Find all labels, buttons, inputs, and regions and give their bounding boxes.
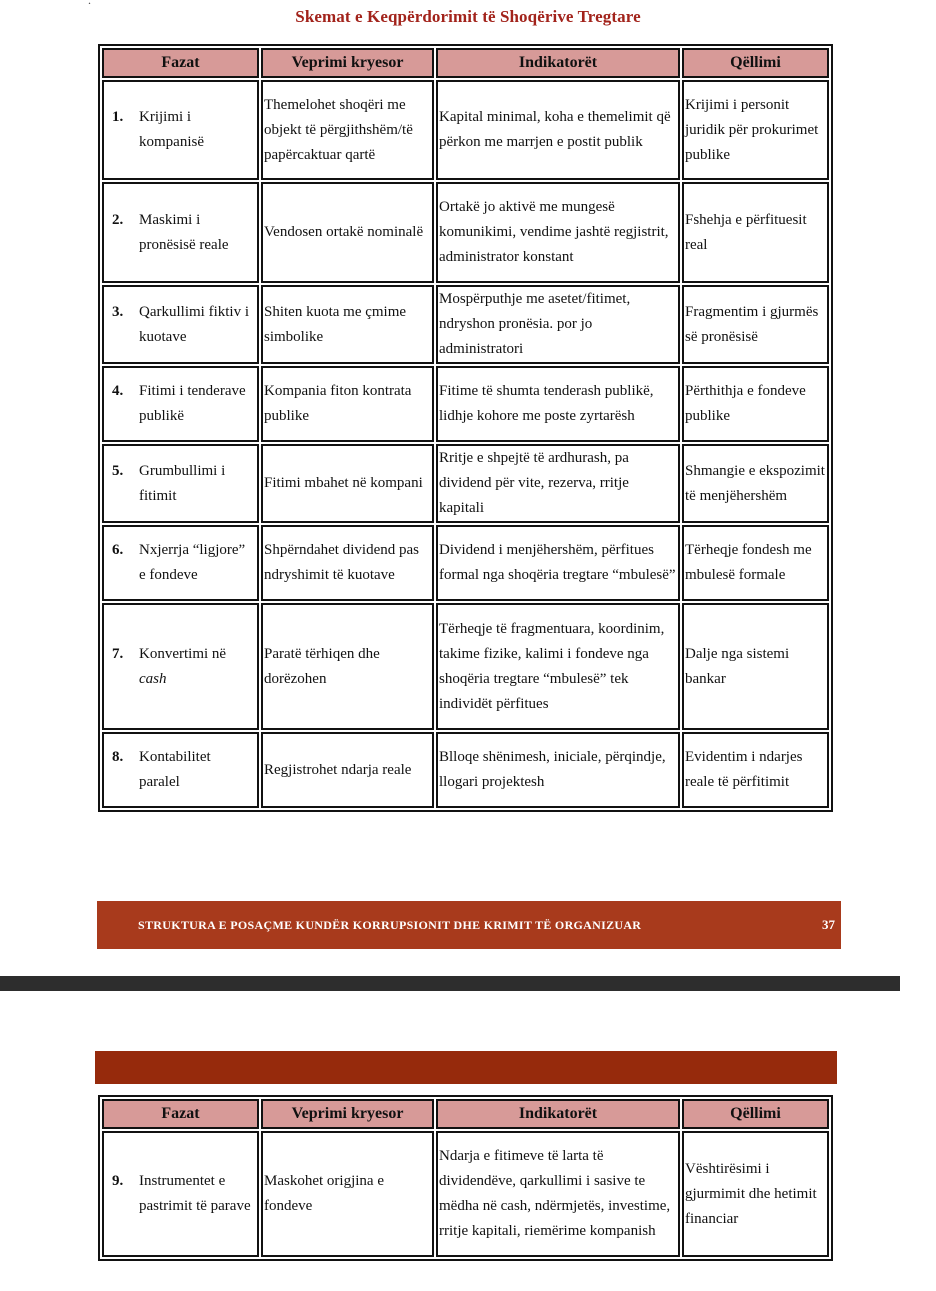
table-row [102, 366, 829, 442]
col-header-main-action: Veprimi kryesor [261, 48, 434, 78]
col-header-indicators: Indikatorët [436, 48, 680, 78]
indicators-cell: Dividend i menjëhershëm, përfitues formal nga shoqëria tregtare “mbulesë” [436, 525, 680, 601]
phase-cell [102, 732, 259, 808]
action-cell: Shiten kuota me çmime simbolike [261, 285, 434, 364]
col-header-purpose: Qëllimi [682, 48, 829, 78]
action-cell: Shpërndahet dividend pas ndryshimit të kuotave [261, 525, 434, 601]
phase-number: 4. [112, 383, 124, 399]
previous-page-remnant: . [88, 0, 91, 7]
phase-label: Nxjerrja “ligjore” e fondeve [139, 542, 246, 583]
page-header-band [95, 1051, 837, 1084]
indicators-cell: Blloqe shënimesh, iniciale, përqindje, llogari projektesh [436, 732, 680, 808]
phase-cell [102, 285, 259, 364]
purpose-cell: Evidentim i ndarjes reale të përfitimit [682, 732, 829, 808]
purpose-cell: Fragmentim i gjurmës së pronësisë [682, 285, 829, 364]
phase-number: 9. [112, 1173, 124, 1189]
table-header-row [102, 1099, 829, 1129]
phase-cell [102, 366, 259, 442]
phase-cell [102, 525, 259, 601]
indicators-cell: Rritje e shpejtë të ardhurash, pa dividend për vite, rezerva, rritje kapitali [436, 444, 680, 523]
phase-label: Krijimi i kompanisë [139, 109, 204, 150]
action-cell: Regjistrohet ndarja reale [261, 732, 434, 808]
footer-running-title: STRUKTURA E POSAÇME KUNDËR KORRUPSIONIT DHE KRIMIT TË ORGANIZUAR [138, 917, 642, 932]
table-row [102, 80, 829, 180]
phase-number: 8. [112, 749, 124, 765]
table-row [102, 603, 829, 730]
indicators-cell: Mospërputhje me asetet/fitimet, ndryshon pronësia. por jo administratori [436, 285, 680, 364]
indicators-cell: Tërheqje të fragmentuara, koordinim, takime fizike, kalimi i fondeve nga shoqëria tregtare “mbulesë” tek individët përfitues [436, 603, 680, 730]
table-row [102, 1131, 829, 1257]
col-header-indicators: Indikatorët [436, 1099, 680, 1129]
table-row [102, 732, 829, 808]
indicators-cell: Ortakë jo aktivë me mungesë komunikimi, vendime jashtë regjistrit, administrator konstant [436, 182, 680, 283]
phase-label: Maskimi i pronësisë reale [139, 211, 229, 253]
phase-label-text: Konvertimi në [139, 645, 227, 662]
action-cell: Vendosen ortakë nominalë [261, 182, 434, 283]
abuse-schemes-table-continued [98, 1095, 833, 1261]
purpose-cell: Fshehja e përfituesit real [682, 182, 829, 283]
action-cell: Maskohet origjina e fondeve [261, 1131, 434, 1257]
page-title: Skemat e Keqpërdorimit të Shoqërive Tregtare [295, 7, 641, 26]
table-row [102, 525, 829, 601]
phase-number: 7. [112, 645, 124, 662]
col-header-phases: Fazat [102, 48, 259, 78]
purpose-cell: Dalje nga sistemi bankar [682, 603, 829, 730]
phase-number: 1. [112, 109, 124, 125]
phase-label-emphasis: cash [139, 670, 167, 687]
table-row [102, 444, 829, 523]
purpose-cell: Vështirësimi i gjurmimit dhe hetimit financiar [682, 1131, 829, 1257]
action-cell: Paratë tërhiqen dhe dorëzohen [261, 603, 434, 730]
phase-label: Instrumentet e pastrimit të parave [139, 1173, 251, 1214]
purpose-cell: Shmangie e ekspozimit të menjëhershëm [682, 444, 829, 523]
purpose-cell: Përthithja e fondeve publike [682, 366, 829, 442]
phase-cell [102, 182, 259, 283]
col-header-phases: Fazat [102, 1099, 259, 1129]
abuse-schemes-table [98, 44, 833, 812]
phase-cell [102, 1131, 259, 1257]
phase-cell [102, 603, 259, 730]
phase-number: 3. [112, 303, 124, 320]
phase-number: 5. [112, 462, 124, 479]
col-header-purpose: Qëllimi [682, 1099, 829, 1129]
indicators-cell: Kapital minimal, koha e themelimit që përkon me marrjen e postit publik [436, 80, 680, 180]
phase-label [139, 642, 253, 692]
phase-label: Grumbullimi i fitimit [139, 462, 226, 504]
page-footer-band [97, 901, 841, 949]
phase-label: Fitimi i tenderave publikë [139, 383, 246, 424]
table-row [102, 285, 829, 364]
purpose-cell: Tërheqje fondesh me mbulesë formale [682, 525, 829, 601]
page-separator [0, 976, 900, 991]
indicators-cell: Fitime të shumta tenderash publikë, lidhje kohore me poste zyrtarësh [436, 366, 680, 442]
phase-label: Kontabilitet paralel [139, 749, 211, 790]
table-header-row [102, 48, 829, 78]
purpose-cell: Krijimi i personit juridik për prokurimet publike [682, 80, 829, 180]
phase-number: 6. [112, 542, 124, 558]
action-cell: Fitimi mbahet në kompani [261, 444, 434, 523]
footer-page-number: 37 [822, 917, 835, 932]
col-header-main-action: Veprimi kryesor [261, 1099, 434, 1129]
phase-cell [102, 80, 259, 180]
indicators-cell: Ndarja e fitimeve të larta të dividendëve, qarkullimi i sasive te mëdha në cash, ndërmjetës, investime, rritje kapitali, riemërime kompanish [436, 1131, 680, 1257]
table-row [102, 182, 829, 283]
action-cell: Themelohet shoqëri me objekt të përgjithshëm/të papërcaktuar qartë [261, 80, 434, 180]
action-cell: Kompania fiton kontrata publike [261, 366, 434, 442]
phase-label: Qarkullimi fiktiv i kuotave [139, 303, 249, 345]
phase-cell [102, 444, 259, 523]
phase-number: 2. [112, 211, 124, 228]
